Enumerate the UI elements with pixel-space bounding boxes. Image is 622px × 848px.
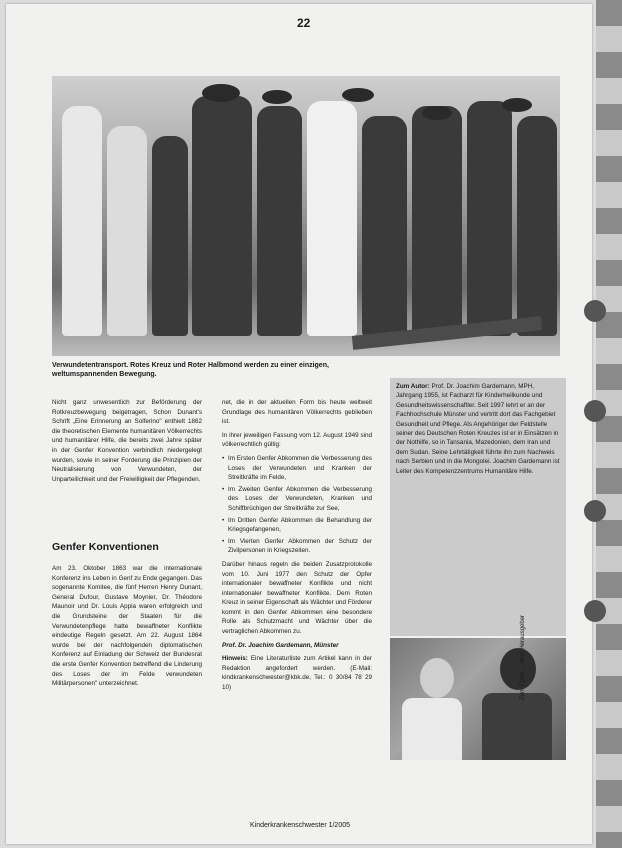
photo-credit: Zum Fotos ... dem Herausgeber [520, 614, 526, 700]
binder-hole-1 [584, 300, 606, 322]
page-footer: Kinderkrankenschwester 1/2005 [250, 822, 351, 829]
page-number: 22 [297, 16, 311, 30]
list-item: • Im Zweiten Genfer Abkommen die Verbesserung des Loses der Verwundeten, Kranken und Schiffbrüchigen der Streitkräfte zur See, [222, 485, 372, 514]
article-body-column-2 [222, 398, 372, 697]
note-text: Eine Literaturliste zum Artikel kann in der Redaktion angefordert werden. (E-Mail: kindkrankenschwester@kbk.de, Tel.: 0 30/84 78 29 10) [222, 655, 372, 692]
author-box-label: Zum Autor: [396, 383, 430, 390]
author-photo [390, 638, 566, 760]
article-intro [52, 398, 202, 488]
list-item: • Im Vierten Genfer Abkommen der Schutz der Zivilpersonen in Kriegszeiten. [222, 537, 372, 556]
binder-hole-4 [584, 600, 606, 622]
protocols-paragraph: Darüber hinaus regeln die beiden Zusatzprotokolle vom 10. Juni 1977 den Schutz der Opfer internationaler bewaffneter Konflikte und nicht internationaler bewaffneter Konflikte. Dem Roten Kreuz in seiner Eigenschaft als Wächter und Förderer kommt in den Genfer Abkommen eine besondere Rolle als Schutzmacht und Wächter über die vertraglichen Abkommen zu. [222, 560, 372, 636]
binder-hole-3 [584, 500, 606, 522]
list-item: • Im Dritten Genfer Abkommen die Behandlung der Kriegsgefangenen, [222, 516, 372, 535]
section-heading: Genfer Konventionen [52, 541, 159, 553]
note [222, 654, 372, 692]
intro-paragraph: Nicht ganz unwesentlich zur Beförderung der Rotkreuzbewegung beigetragen, Schon Dunant's Schrift „Eine Erinnerung an Solferino" enthielt 1862 die theoretischen Elemente humanitären Völkerrechts und humanitärer Hilfe, die bereits zwei Jahre später in der Genfer Konvention verbindlich niedergelegt wurden, sowie in seiner Forderung die Prinzipien der Neutralisierung von Verwundeten, der Unparteilichkeit und der Freiwilligkeit der Pflegenden. [52, 399, 202, 483]
continuation-paragraph: net, die in der aktuellen Form bis heute weltweit Grundlage des humanitären Völkerrechts geblieben ist. [222, 399, 372, 426]
note-label: Hinweis: [222, 655, 248, 663]
binder-hole-2 [584, 400, 606, 422]
article-body-column-1 [52, 564, 202, 693]
photo-caption: Verwundetentransport. Rotes Kreuz und Roter Halbmond werden zu einer einzigen, weltumspannenden Bewegung. [52, 362, 329, 378]
body-paragraph: Am 23. Oktober 1863 war die internationale Konferenz ins Leben in Genf zu Ende gegangen. Das sogenannte Komitee, die fünf Herren Henry Dunant, General Dufour, Gustave Moynier, Dr. Théodore Maunoir und Dr. Louis Appia waren erfolgreich und die Grundsteine der Staaten für die Verwundetenpflege hatte bewaffneter Konflikte eindeutige Regeln gesetzt. Am 22. August 1864 wurde bei der nachfolgenden diplomatischen Konferenz auf Einladung der Schweiz der Bundesrat die erste Genfer Konvention betreffend die Linderung des Loses der im Felde verwundeten Militärpersonen" unterzeichnet. [52, 565, 202, 688]
scan-edge-strip [596, 0, 622, 848]
historical-photo [52, 76, 560, 356]
list-intro: In ihrer jeweiligen Fassung vom 12. August 1949 sind völkerrechtlich gültig: [222, 431, 372, 449]
author-info-box [390, 378, 566, 636]
author-box-text: Prof. Dr. Joachim Gardemann, MPH, Jahrgang 1955, ist Facharzt für Kinderheilkunde und Gesundheitswissenschaftler. Seit 1997 lehrt er an der Fachhochschule Münster und vertritt dort das Fachgebiet Gesundheit und Pflege. Als Angehöriger der Feldstelle seiner des Deutschen Roten Kreuzes ist er in Einsätzen in der Nothilfe, so in Tansania, Mazedonien, dem Iran und dem Sudan. Seine Lehrtätigkeit führte ihn zum Nachweis nach Serbien und in die Mongolei. Joachim Gardemann ist Leiter des Kompetenzzentrums Humanitäre Hilfe. [396, 383, 560, 475]
author-signature: Prof. Dr. Joachim Gardemann, Münster [222, 641, 339, 649]
conventions-list [222, 454, 372, 556]
list-item: • Im Ersten Genfer Abkommen die Verbesserung des Loses der Verwundeten und Kranken der Streitkräfte im Felde, [222, 454, 372, 483]
